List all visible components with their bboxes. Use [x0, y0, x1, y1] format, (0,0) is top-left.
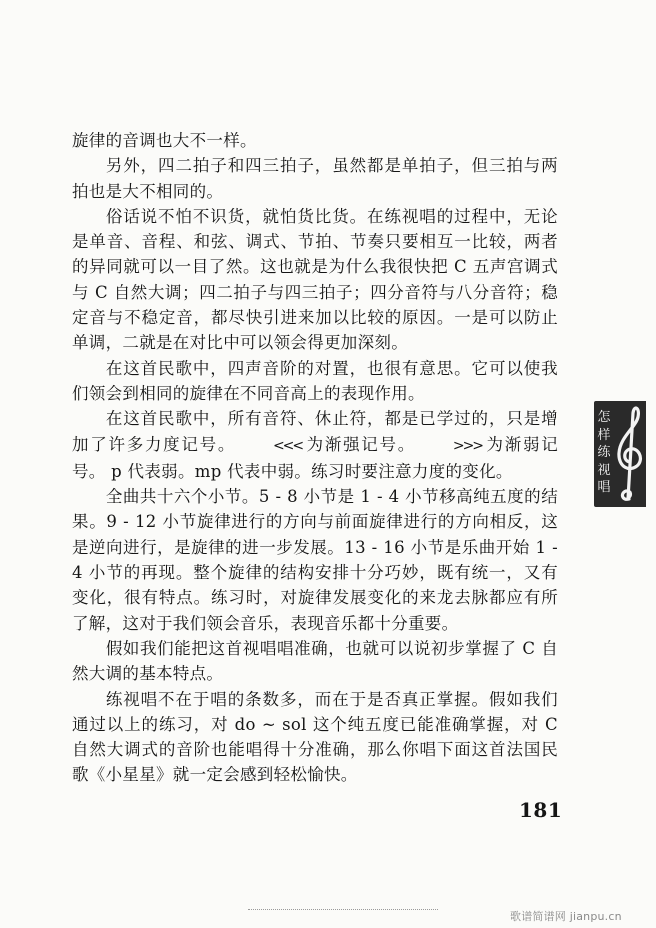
paragraph: [72, 204, 558, 356]
paragraph: [72, 687, 558, 788]
treble-clef-icon: [612, 403, 646, 505]
scan-artifact-divider: [248, 909, 438, 912]
site-watermark: 歌谱简谱网 jianpu.cn: [510, 910, 622, 923]
paragraph-text: 旋律的音调也大不一样。: [72, 131, 257, 150]
chapter-tab-char: 练: [597, 445, 611, 460]
paragraph-text: 练视唱不在于唱的条数多，而在于是否真正掌握。假如我们通过以上的练习，对 do ~ sol 这个纯五度已能准确掌握，对 C 自然大调式的音阶也能唱得十分准确，那么你唱下面这首法国民歌《小星星》就一定会感到轻松愉快。: [72, 689, 558, 785]
paragraph-text: 另外，四二拍子和四三拍子，虽然都是单拍子，但三拍与两拍也是大不相同的。: [72, 156, 558, 201]
chapter-tab-char: 怎: [597, 410, 611, 425]
paragraph-text: 为渐强记号。: [305, 434, 417, 454]
chapter-tab-char: 视: [597, 462, 611, 478]
chapter-tab-char: 唱: [597, 480, 611, 495]
paragraph-text: 俗话说不怕不识货，就怕货比货。在练视唱的过程中，无论是单音、音程、和弦、调式、节拍、节奏只要相互一比较，两者的异同就可以一目了然。这也就是为什么我很快把 C 五声宫调式与 C 自然大调；四二拍子与四三拍子；四分音符与八分音符；稳定音与不稳定音，都尽快引进来加以比较的原因。一是可以防止单调，二就是在对比中可以领会得更加深刻。: [72, 206, 558, 353]
paragraph-text: 假如我们能把这首视唱唱准确，也就可以说初步掌握了 C 自然大调的基本特点。: [72, 638, 558, 684]
decrescendo-mark-icon: >>>: [452, 437, 483, 454]
page-number: 181: [519, 798, 563, 822]
crescendo-mark-icon: <<<: [272, 437, 303, 454]
paragraph-text: 在这首民歌中，四声音阶的对置，也很有意思。它可以使我们领会到相同的旋律在不同音高上的表现作用。: [72, 358, 558, 403]
chapter-tab-label: [596, 409, 612, 497]
chapter-side-tab: [594, 401, 646, 507]
paragraph-text: 为渐弱记号。 p 代表弱。mp 代表中弱。练习时要注意力度的变化。: [72, 434, 558, 481]
paragraph: [72, 356, 558, 407]
paragraph: [72, 636, 558, 687]
paragraph-text: 全曲共十六个小节。5 - 8 小节是 1 - 4 小节移高纯五度的结果。9 - 12 小节旋律进行的方向与前面旋律进行的方向相反，这是逆向进行，是旋律的进一步发展。13 - 16 小节是乐曲开始 1 - 4 小节的再现。整个旋律的结构安排十分巧妙，既有统一，又有变化，很有特点。练习时，对旋律发展变化的来龙去脉都应有所了解，这对于我们领会音乐，表现音乐都十分重要。: [72, 487, 558, 633]
paragraph: [72, 406, 558, 484]
body-text: [72, 128, 558, 788]
paragraph: [72, 153, 558, 204]
chapter-tab-char: 样: [597, 427, 611, 443]
paragraph: [72, 128, 558, 153]
paragraph-text: 在这首民歌中，所有音符、休止符，都是已学过的，只是增加了许多力度记号。: [72, 409, 558, 454]
paragraph: [72, 484, 558, 636]
